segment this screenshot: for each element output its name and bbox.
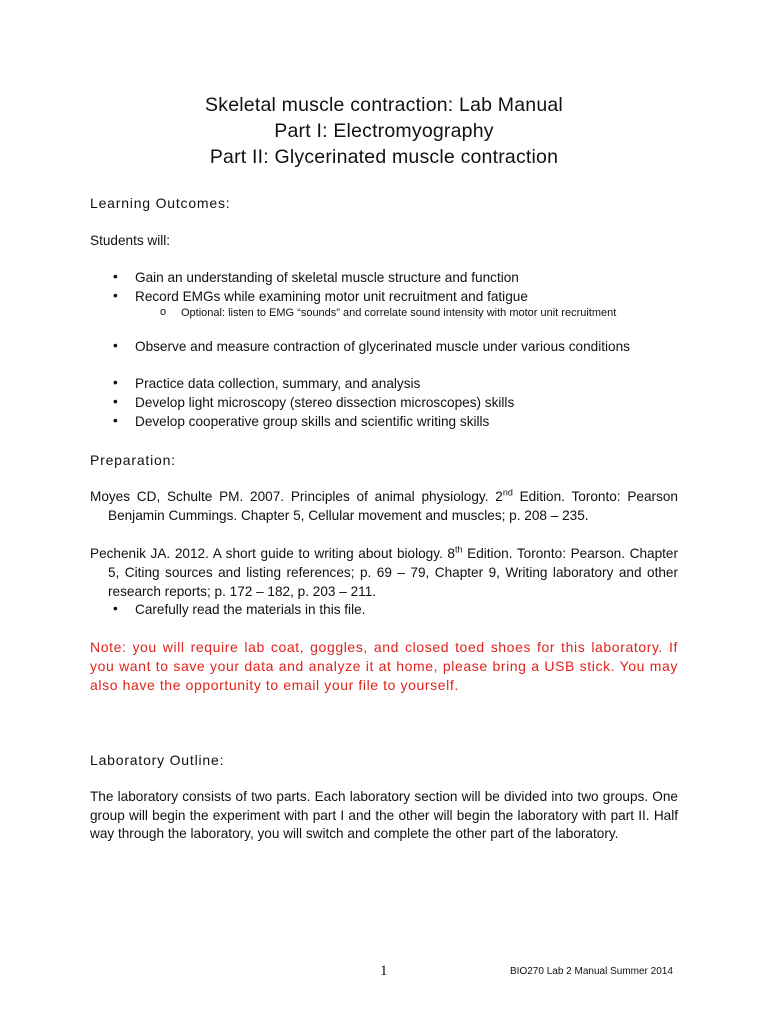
bullet-icon: • (113, 413, 118, 428)
outcome-item: Observe and measure contraction of glycerinated muscle under various conditions (135, 339, 630, 354)
outcome-item: Practice data collection, summary, and analysis (135, 376, 421, 391)
page-number: 1 (380, 963, 388, 979)
laboratory-outline-text: The laboratory consists of two parts. Each laboratory section will be divided into two groups. One group will begin the experiment with part I and the other will begin the laboratory with part II. Half way through the laboratory, you will switch and complete the other part of the laboratory. (90, 789, 678, 841)
reference-pechenik: Pechenik JA. 2012. A short guide to writing about biology. 8th Edition. Toronto: Pearson. Chapter 5, Citing sources and listing references; p. 69 – 79, Chapter 9, Writing laboratory and other research reports; p. 172 – 182, p. 203 – 211. (90, 544, 679, 599)
outcome-item: Gain an understanding of skeletal muscle structure and function (135, 270, 519, 285)
students-will-text: Students will: (90, 233, 171, 248)
outcome-item: Develop cooperative group skills and scientific writing skills (135, 414, 490, 429)
document-title-line-1: Skeletal muscle contraction: Lab Manual (205, 94, 563, 116)
bullet-icon: • (113, 288, 118, 303)
bullet-icon: • (113, 375, 118, 390)
outcome-subitem: Optional: listen to EMG “sounds” and correlate sound intensity with motor unit recruitment (181, 307, 617, 319)
laboratory-outline-heading: Laboratory Outline: (90, 752, 225, 768)
document-title-line-3: Part II: Glycerinated muscle contraction (209, 146, 559, 168)
bullet-icon: • (113, 338, 118, 353)
footer-text: BIO270 Lab 2 Manual Summer 2014 (510, 966, 673, 977)
preparation-heading: Preparation: (90, 452, 176, 468)
document-title-line-2: Part I: Electromyography (274, 120, 494, 142)
bullet-icon: • (113, 394, 118, 409)
safety-note: Note: you will require lab coat, goggles, and closed toed shoes for this laboratory. If you want to save your data and analyze it at home, please bring a USB stick. You may also have the opportunity to email your file to yourself. (90, 639, 678, 693)
reference-moyes: Moyes CD, Schulte PM. 2007. Principles of animal physiology. 2nd Edition. Toronto: Pearson Benjamin Cummings. Chapter 5, Cellular movement and muscles; p. 208 – 235. (90, 487, 678, 523)
bullet-icon: • (113, 269, 118, 284)
outcome-item: Develop light microscopy (stereo dissection microscopes) skills (135, 395, 515, 410)
preparation-item: Carefully read the materials in this file. (135, 602, 366, 617)
outcome-item: Record EMGs while examining motor unit recruitment and fatigue (135, 289, 528, 304)
learning-outcomes-heading: Learning Outcomes: (90, 195, 231, 211)
bullet-icon: • (113, 601, 118, 616)
sub-bullet-icon: o (160, 306, 167, 318)
